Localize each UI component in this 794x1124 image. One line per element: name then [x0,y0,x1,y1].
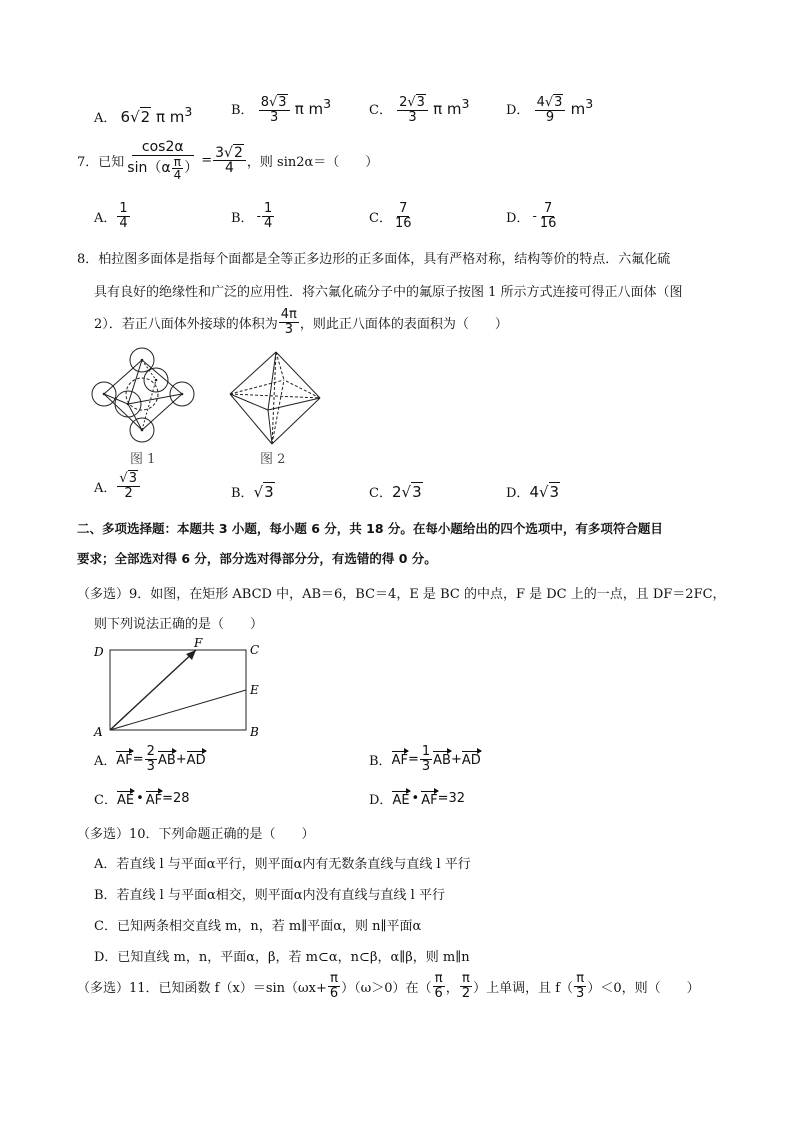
figure-1-sf6-molecule [90,346,200,446]
q9-line-2: 则下列说法正确的是（ ） [94,617,264,632]
point-label-f: F [194,636,203,650]
q6-option-d: D． $\frac{4√3}{9}$ $m^3$ [506,95,594,125]
q7-option-c: C． $\frac{7}{16}$ [369,201,412,231]
q10-stem: （多选）10．下列命题正确的是（ ） [77,827,315,842]
q9-option-a: A． AF = $\frac{2}{3}$ AB + AD [94,744,206,774]
q6-option-a: A． 6√2 π $m^3$ [94,104,193,126]
figure-2-octahedron [226,350,326,446]
q11-stem: （多选）11．已知函数 f（x）＝sin（ωx+ $\frac{\pi}{6}$ ）（ω＞0）在（ $\frac{\pi}{6}$ ， $\frac{\pi}{2}$ ）上单调，且 f（ $\frac{\pi}{3}$ ）＜0，则（ ） [77,971,700,1001]
figure-2-caption: 图 2 [260,452,286,467]
q9-option-c: C． AE • AF =28 [94,791,190,808]
q10-option-c: C．已知两条相交直线 m，n，若 m∥平面α，则 n∥平面α [94,919,422,934]
vector-af [110,650,196,730]
q8-option-c: C．2√3 [369,483,422,501]
point-label-b: B [250,725,259,739]
q9-option-d: D． AE • AF =32 [369,791,466,808]
q8-line-1: 8．柏拉图多面体是指每个面都是全等正多边形的正多面体，具有严格对称，结构等价的特点．六氟化硫 [77,252,671,267]
q6-option-c: C． $\frac{2√3}{3}$ π $m^3$ [369,95,470,125]
figure-1-caption: 图 1 [130,452,156,467]
q9-option-b: B． AF = $\frac{1}{3}$ AB + AD [369,744,481,774]
q8-line-3: 2）．若正八面体外接球的体积为 $\frac{4\pi}{3}$ ，则此正八面体的表面积为（ ） [94,307,508,337]
q8-line-2: 具有良好的绝缘性和广泛的应用性．将六氟化硫分子中的氟原子按图 1 所示方式连接可得正八面体（图 [94,285,683,300]
point-label-d: D [94,645,104,659]
q9-line-1: （多选）9．如图，在矩形 ABCD 中，AB＝6，BC＝4，E 是 BC 的中点，F 是 DC 上的一点，且 DF＝2FC， [77,587,726,602]
q8-option-d: D．4√3 [506,483,560,501]
point-label-a: A [94,725,103,739]
section-2-heading-line-2: 要求；全部选对得 6 分，部分选对得部分分，有选错的得 0 分。 [77,551,437,566]
q8-option-b: B．√3 [231,483,274,501]
q10-option-b: B．若直线 l 与平面α相交，则平面α内没有直线与直线 l 平行 [94,888,445,903]
q7-option-b: B． - $\frac{1}{4}$ [231,201,273,231]
q7-stem: 7．已知 cos2α sin（α $\frac{\pi}{4}$ ） = $\frac{3√2}{4}$ ，则 sin2α＝（ ） [77,139,379,183]
section-2-heading-line-1: 二、多项选择题：本题共 3 小题，每小题 6 分，共 18 分。在每小题给出的四个选项中，有多项符合题目 [77,521,663,536]
q10-option-a: A．若直线 l 与平面α平行，则平面α内有无数条直线与直线 l 平行 [94,857,471,872]
q7-option-d: D． - $\frac{7}{16}$ [506,201,557,231]
vector-ae [110,690,246,730]
q8-option-a: A． $\frac{√3}{2}$ [94,472,141,500]
q9-rectangle-figure [86,636,276,740]
point-label-e: E [250,683,259,697]
q6-option-b: B． $\frac{8√3}{3}$ π $m^3$ [231,95,332,125]
q10-option-d: D．已知直线 m，n，平面α，β，若 m⊂α，n⊂β，α∥β，则 m∥n [94,950,470,965]
q7-option-a: A． $\frac{1}{4}$ [94,201,128,231]
point-label-c: C [250,643,260,657]
rectangle-abcd [110,650,246,730]
